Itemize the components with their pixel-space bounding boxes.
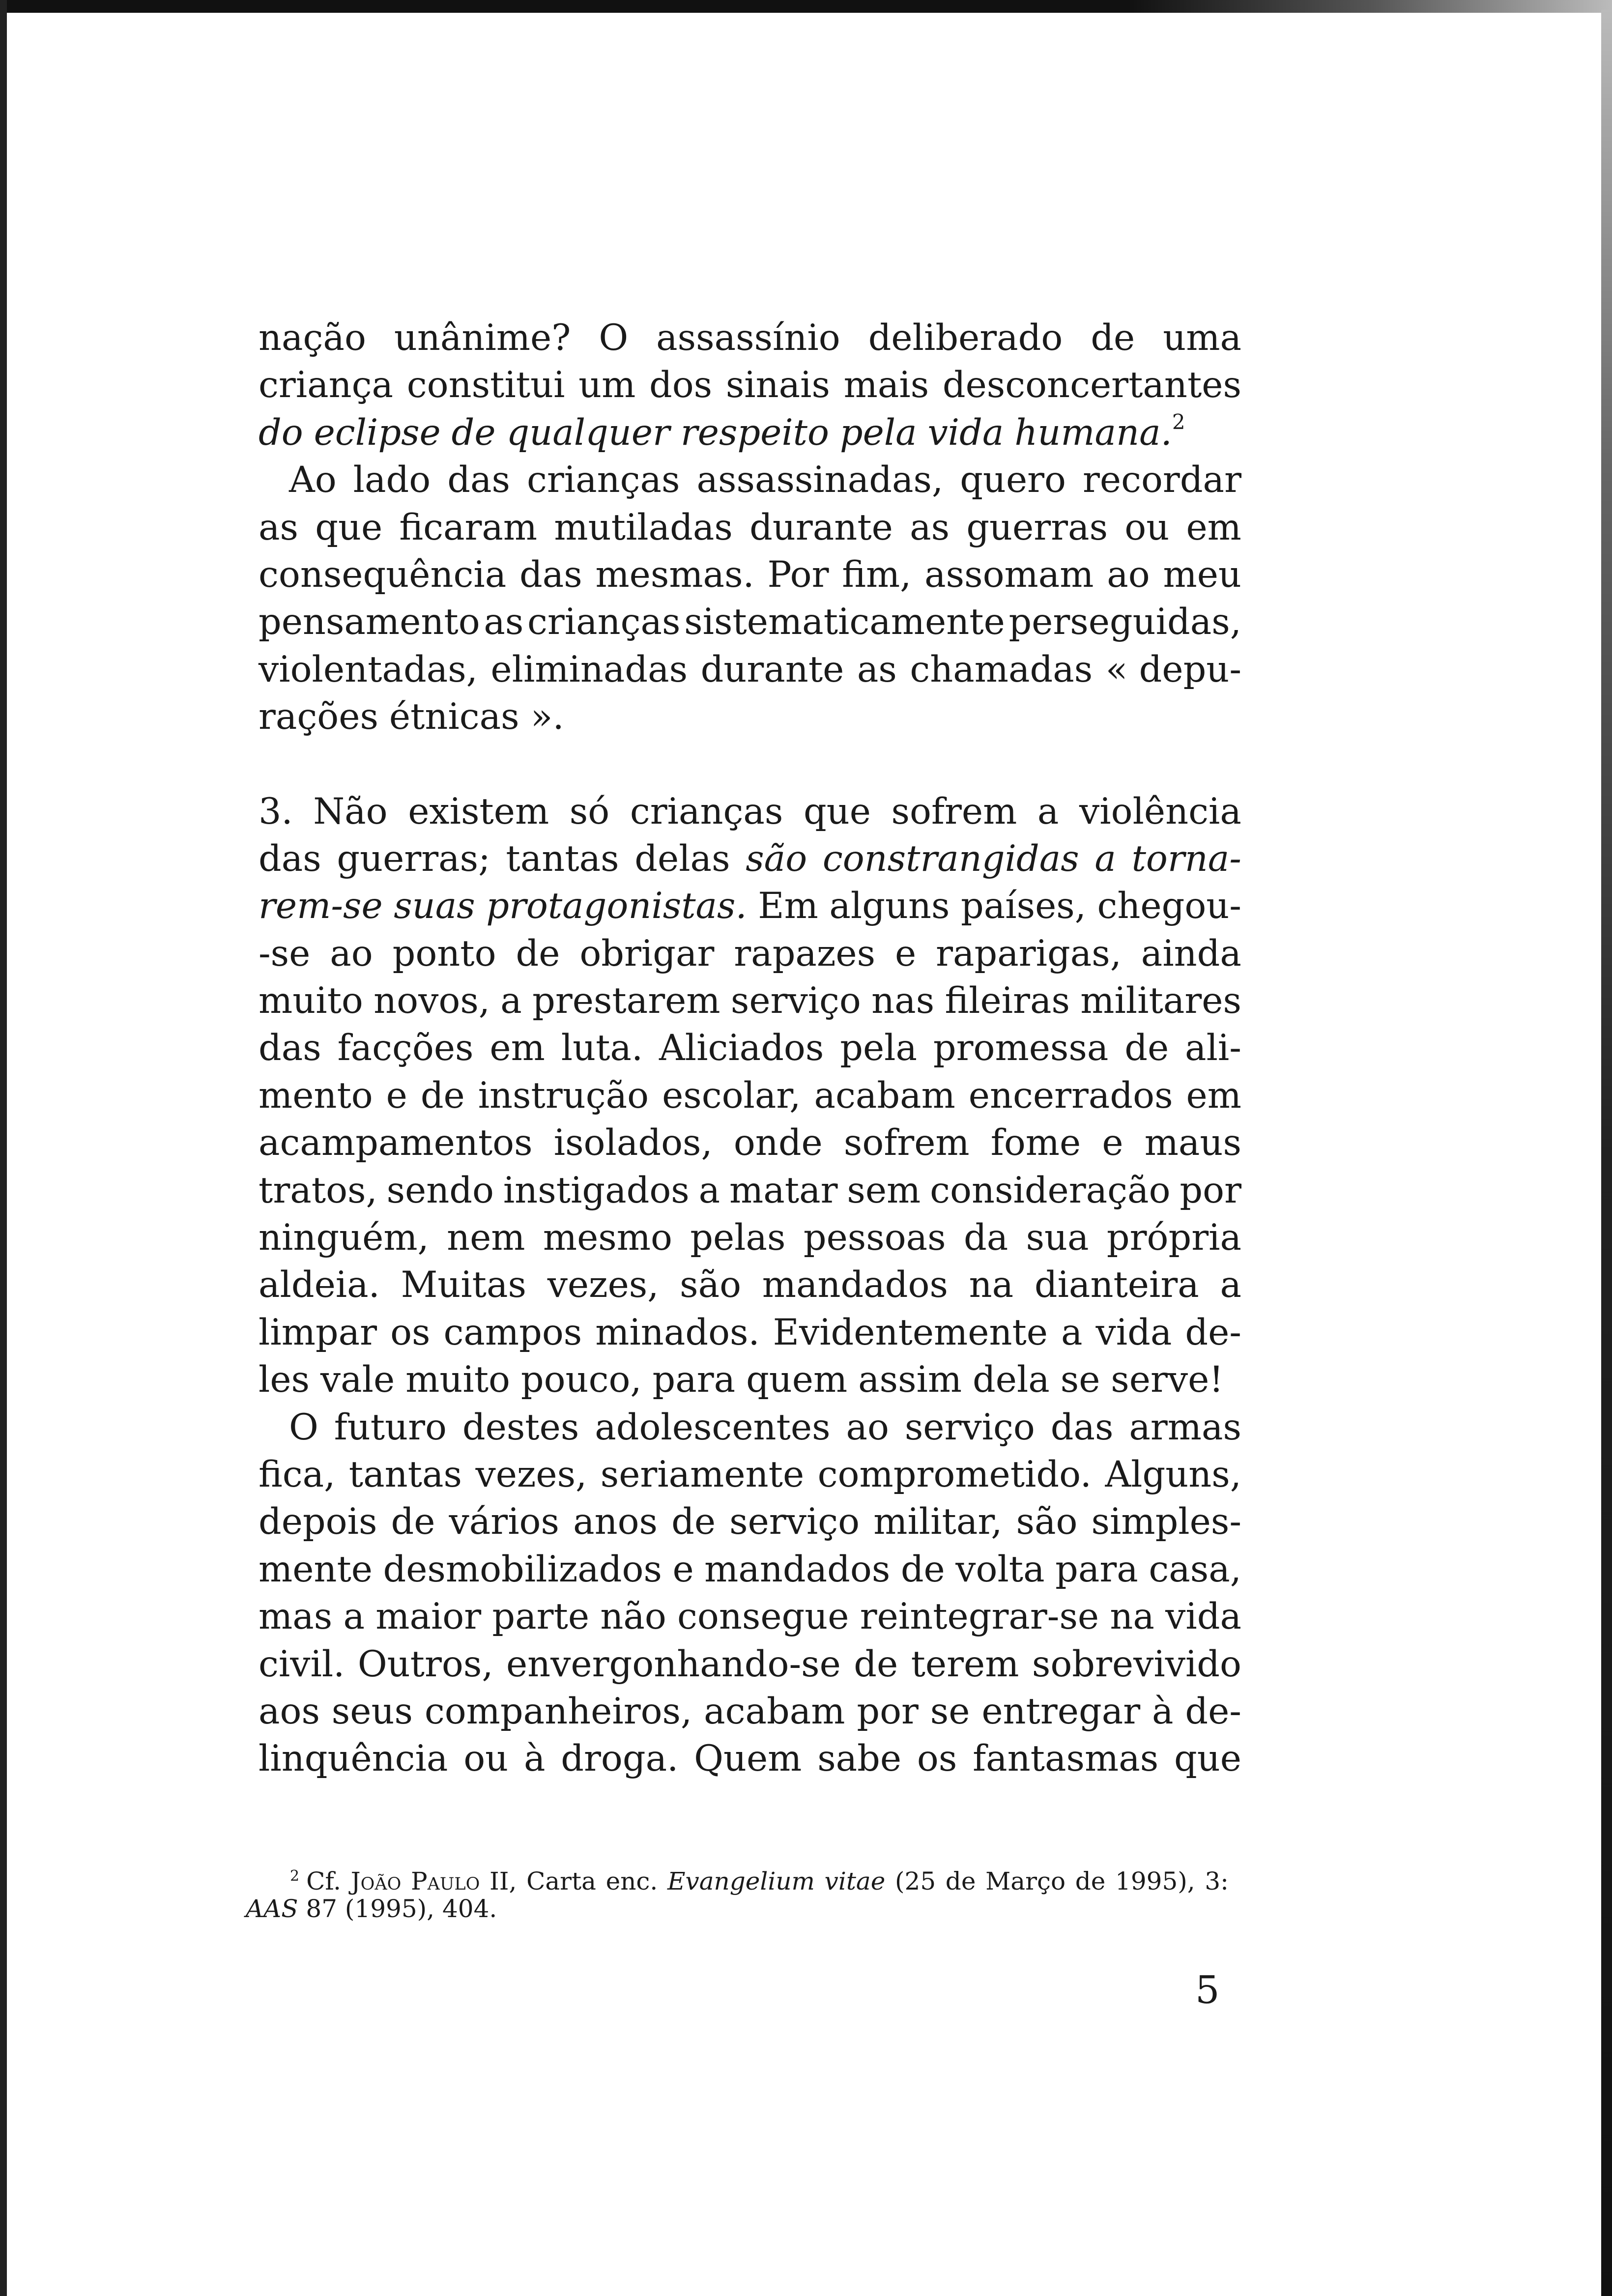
word: em [489,1027,545,1069]
word: mesmas. [595,553,754,596]
word: militar, [873,1501,1003,1543]
word: meu [1163,553,1241,596]
footnote-mark: 2 [290,1867,300,1885]
word: as [259,506,298,548]
word: fileiras [945,980,1070,1022]
word: acabam [814,1074,955,1117]
word: dela [973,1359,1050,1401]
word: escolar, [662,1074,801,1117]
word: eclipse [314,411,441,454]
text-line [259,977,1241,1025]
word: assassínio [656,317,840,359]
word: uma [1163,317,1241,359]
word: prestarem [532,980,720,1022]
word: fica, [259,1453,336,1495]
text-line [259,1451,1241,1498]
word: criança [259,364,394,406]
text-line [259,1167,1241,1214]
scan-border-top [0,0,1612,13]
word: um [578,364,636,406]
word: se [1060,1359,1100,1401]
word: só [569,790,610,832]
text-line [259,1072,1241,1119]
word: para [1055,1548,1138,1590]
word: entregar [981,1690,1141,1732]
word: seus [331,1690,413,1732]
footnote-reference[interactable]: 2 [1172,409,1185,434]
word: e [894,932,917,975]
word: durante [700,648,844,690]
text-line [259,1025,1241,1072]
word: pessoas [803,1217,946,1259]
word: aldeia. [259,1264,380,1306]
word: qualquer [506,411,670,454]
word: adolescentes [595,1406,831,1448]
text-line [259,1688,1241,1735]
text-line [259,1641,1241,1688]
text-line [259,1593,1241,1640]
word: tantas [506,837,619,880]
word: Alguns, [1105,1453,1241,1495]
word: guerras; [337,837,490,880]
word: desconcertantes [942,364,1241,406]
word: as [857,648,897,690]
word: acampamentos [259,1122,533,1164]
word: na [969,1264,1014,1306]
text-line [259,362,1241,409]
word: violentadas, [259,648,478,690]
word: ou [1124,506,1170,548]
word: Muitas [401,1264,526,1306]
text-line [259,1356,1241,1404]
paragraph [259,315,1241,457]
footnote-source: AAS [246,1894,298,1923]
word: Evidentemente [773,1311,1048,1353]
text-line [259,788,1241,835]
word: países, [961,885,1086,927]
word: serviço [730,980,861,1022]
footnote [246,1863,1229,1923]
word: de [671,1501,716,1543]
word: das [1050,1406,1114,1448]
word: se [930,1690,970,1732]
text-line [259,646,1241,693]
word: rem-se [259,885,383,927]
word: vários [449,1501,559,1543]
word: ainda [1141,932,1241,975]
word: e [386,1074,407,1117]
word: minados. [595,1311,760,1353]
footnote-title: Evangelium vitae [667,1867,886,1895]
word: « depu- [1105,648,1241,690]
word: limpar [259,1311,377,1353]
word: fim, [842,553,912,596]
word: les [259,1359,310,1401]
word: constrangidas [822,837,1079,880]
text-line [259,930,1241,977]
word: sabe [817,1738,902,1780]
word: de- [1185,1311,1241,1353]
word: matar [729,1169,838,1211]
word: durante [749,506,893,548]
word: militares [1080,980,1241,1022]
word: consideração [930,1169,1171,1211]
text-line [259,1498,1241,1546]
word: pouco, [520,1359,642,1401]
text-line [259,315,1241,362]
word: mas [259,1596,333,1638]
word: maus [1144,1122,1241,1164]
word: simples- [1091,1501,1241,1543]
text-line [259,551,1241,599]
word: as [484,601,524,643]
word: ou [463,1738,509,1780]
word: Ao [289,459,337,501]
word: comprometido. [817,1453,1092,1495]
word: nação [259,317,366,359]
word: tantas [348,1453,462,1495]
word: pensamento [259,601,480,643]
text-line [259,1735,1241,1782]
word: vida [927,411,1004,454]
word: Aliciados [659,1027,824,1069]
word: os [390,1311,431,1353]
text-line [259,1119,1241,1167]
word: instrução [478,1074,649,1117]
word: de [854,1643,898,1685]
word: das [519,553,582,596]
text-line [259,504,1241,551]
word: deliberado [868,317,1063,359]
word: chegou- [1097,885,1241,927]
word: da [963,1217,1008,1259]
word: de [451,411,496,454]
word: aos [259,1690,320,1732]
word: a [343,1596,365,1638]
word: de [1124,1027,1169,1069]
word: crianças [526,459,680,501]
word: tratos, [259,1169,377,1211]
word: eliminadas [490,648,688,690]
word: existem [408,790,549,832]
word: muito [259,980,363,1022]
word: de [391,1501,435,1543]
word: das [259,837,321,880]
text-line [259,1262,1241,1309]
word: muito [405,1359,510,1401]
word: Não [313,790,388,832]
text-line [259,1404,1241,1451]
word: consegue [677,1596,849,1638]
page-number: 5 [1195,1968,1220,2012]
word: dos [649,364,713,406]
word: mente [259,1548,373,1590]
word: futuro [334,1406,447,1448]
word: serviço [904,1406,1035,1448]
word: pelas [690,1217,786,1259]
word: própria [1106,1217,1241,1259]
word: vezes, [547,1264,659,1306]
word: mais [843,364,929,406]
word: sobrevivido [1032,1643,1241,1685]
text-line [259,883,1241,930]
word: ficaram [399,506,538,548]
word: dianteira [1034,1264,1199,1306]
word: de [900,1548,945,1590]
word: em [1186,506,1241,548]
word: os [917,1738,957,1780]
word: à [1151,1690,1174,1732]
word: recordar [1083,459,1241,501]
word: sistematicamente [684,601,1005,643]
word: perseguidas, [1008,601,1241,643]
scan-border-right [1601,10,1612,2296]
text-line [259,599,1241,646]
word: rapazes [734,932,876,975]
word: mesmo [543,1217,672,1259]
word: sua [1026,1217,1089,1259]
word: guerras [966,506,1108,548]
word: a [698,1169,720,1211]
word: instigados [503,1169,690,1211]
word: reintegrar-se [860,1596,1099,1638]
word: assomam [924,553,1094,596]
word: ninguém, [259,1217,429,1259]
footnote-cf: Cf. [306,1867,341,1895]
word [1014,409,1185,457]
scan-border-left [0,0,7,2296]
word: na [1110,1596,1154,1638]
word: pela [839,411,917,454]
word: em [1186,1074,1241,1117]
footnote-volume: 87 (1995), 404. [306,1894,497,1923]
word: constitui [406,364,565,406]
word: das [259,1027,321,1069]
word: que [315,506,383,548]
word: envergonhando-se [506,1643,841,1685]
word: unânime? [394,317,571,359]
word: onde [733,1122,823,1164]
word: sinais [725,364,830,406]
word: droga. [561,1738,679,1780]
word: rações [259,696,378,738]
word: delas [634,837,730,880]
word: vida [1095,1311,1172,1353]
word: sofrem [843,1122,970,1164]
word: são [746,837,807,880]
word: que [1174,1738,1241,1780]
word: fantasmas [973,1738,1159,1780]
word: mento [259,1074,373,1117]
word: violência [1079,790,1241,832]
word: a [1094,837,1116,880]
word: crianças [630,790,783,832]
footnote-doc-type: , Carta enc. [509,1867,658,1895]
word: assim [858,1359,962,1401]
word: ponto [392,932,496,975]
word: Em [758,885,818,927]
word: e [1102,1122,1123,1164]
word: companheiros, [424,1690,692,1732]
word: para [652,1359,736,1401]
word: serve! [1111,1359,1224,1401]
word: quero [960,459,1066,501]
word: -se [259,932,311,975]
word: anos [573,1501,658,1543]
word: vida [1165,1596,1241,1638]
word: à [523,1738,546,1780]
word: O [599,317,629,359]
word: são [1016,1501,1078,1543]
word: que [803,790,871,832]
word: de- [1185,1690,1241,1732]
text-line [259,1309,1241,1356]
word: volta [955,1548,1045,1590]
footnote-author: João Paulo II [350,1867,509,1895]
word: Por [767,553,829,596]
word: vezes, [475,1453,587,1495]
word: das [447,459,510,501]
word: isolados, [553,1122,713,1164]
word: sem [847,1169,921,1211]
paragraph-gap [259,741,1241,788]
word: mutiladas [554,506,733,548]
text-line [259,1546,1241,1593]
word: de [516,932,560,975]
word: armas [1129,1406,1241,1448]
text-line [259,1214,1241,1262]
word: lado [353,459,431,501]
word: casa, [1149,1548,1241,1590]
word: as [910,506,950,548]
word: alguns [829,885,950,927]
word: ao [846,1406,889,1448]
word: a [1061,1311,1083,1353]
word: depois [259,1501,377,1543]
word: destes [462,1406,579,1448]
word: a [1037,790,1059,832]
word: linquência [259,1738,448,1780]
word: sendo [386,1169,494,1211]
word: chamadas [910,648,1093,690]
word: nas [871,980,935,1022]
word: desmobilizados [383,1548,662,1590]
word: de [420,1074,465,1117]
paragraph [259,1404,1241,1783]
word: seriamente [600,1453,805,1495]
word: torna- [1131,837,1241,880]
word: civil. [259,1643,345,1685]
word: crianças [527,601,681,643]
word: são [680,1264,742,1306]
footnote-date: (25 de Março de 1995), 3: [895,1867,1229,1895]
word: campos [443,1311,582,1353]
word: Outros, [357,1643,493,1685]
text-line [259,693,1241,741]
word: O [289,1406,318,1448]
word: a [1220,1264,1241,1306]
word: facções [337,1027,474,1069]
word: parte [492,1596,590,1638]
word: nem [447,1217,525,1259]
word: fome [990,1122,1081,1164]
word: e [672,1548,694,1590]
word: maior [375,1596,482,1638]
word: ao [1107,553,1150,596]
word: por [1180,1169,1241,1211]
word: raparigas, [936,932,1122,975]
word: assassinadas, [696,459,944,501]
word: ao [330,932,373,975]
word: luta. [561,1027,643,1069]
word: pela [840,1027,918,1069]
word: a [500,980,522,1022]
word: mandados [762,1264,948,1306]
word: novos, [374,980,490,1022]
body-text [259,315,1241,1783]
word: suas [394,885,475,927]
word: do [259,411,303,454]
text-line [259,457,1241,504]
word: mandados [704,1548,891,1590]
text-line [259,835,1241,883]
text-line [259,409,1241,457]
word: não [600,1596,666,1638]
word: terem [911,1643,1019,1685]
word: por [857,1690,919,1732]
word: vale [320,1359,395,1401]
word: humana. [1014,411,1172,454]
word: Quem [694,1738,802,1780]
word: encerrados [968,1074,1173,1117]
word: promessa [933,1027,1109,1069]
word: sofrem [891,790,1017,832]
paragraph [259,788,1241,1404]
word: de [1091,317,1135,359]
word: protagonistas. [486,885,747,927]
word: serviço [729,1501,860,1543]
word: consequência [259,553,507,596]
word: quem [746,1359,848,1401]
word: acabam [704,1690,845,1732]
paragraph [259,457,1241,741]
word: obrigar [579,932,715,975]
word: ali- [1185,1027,1241,1069]
word: étnicas ». [389,696,564,738]
section-number: 3. [259,790,293,832]
word: respeito [680,411,829,454]
